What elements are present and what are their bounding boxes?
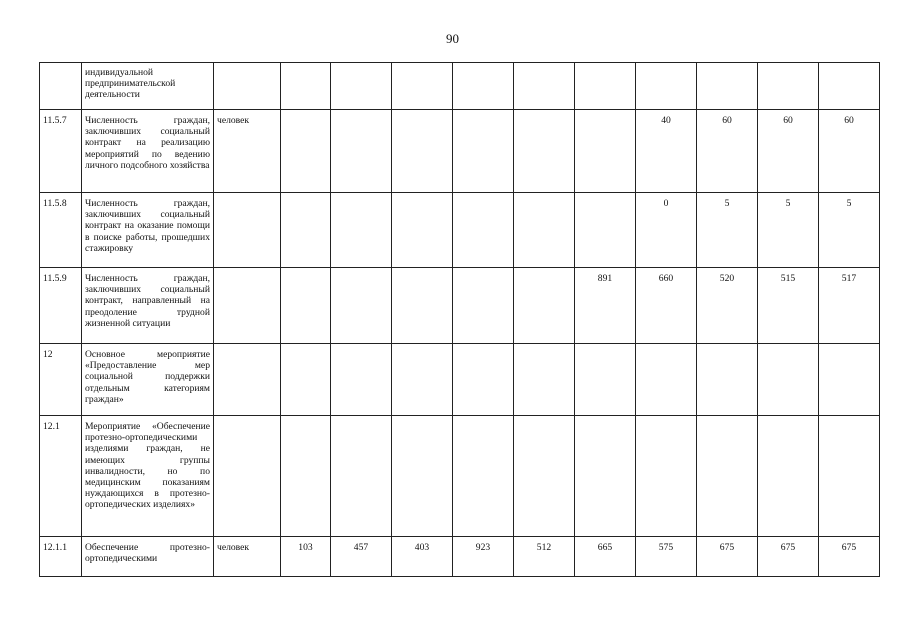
row-value bbox=[575, 193, 636, 268]
row-value: 5 bbox=[697, 193, 758, 268]
row-unit bbox=[214, 268, 281, 344]
row-value bbox=[514, 63, 575, 110]
row-value: 520 bbox=[697, 268, 758, 344]
row-value: 103 bbox=[281, 537, 331, 577]
row-value: 923 bbox=[453, 537, 514, 577]
row-value bbox=[758, 344, 819, 416]
row-value: 675 bbox=[758, 537, 819, 577]
page-number: 90 bbox=[446, 31, 459, 46]
row-value bbox=[819, 63, 880, 110]
table-row bbox=[40, 344, 880, 416]
table-row bbox=[40, 416, 880, 537]
row-value bbox=[819, 344, 880, 416]
row-value bbox=[514, 416, 575, 537]
row-value bbox=[331, 268, 392, 344]
row-value: 457 bbox=[331, 537, 392, 577]
row-value bbox=[575, 63, 636, 110]
row-value bbox=[331, 193, 392, 268]
row-value bbox=[281, 416, 331, 537]
row-value bbox=[281, 268, 331, 344]
row-value bbox=[514, 268, 575, 344]
row-value bbox=[575, 110, 636, 193]
row-value bbox=[392, 344, 453, 416]
row-value bbox=[636, 416, 697, 537]
row-value: 60 bbox=[758, 110, 819, 193]
row-value bbox=[453, 110, 514, 193]
row-name: Обеспечение протезно-ортопедическими bbox=[82, 537, 214, 577]
row-code bbox=[40, 63, 82, 110]
row-unit: человек bbox=[214, 537, 281, 577]
row-code: 12.1.1 bbox=[40, 537, 82, 577]
row-name: индивидуальной предпринимательской деятельности bbox=[82, 63, 214, 110]
row-name: Численность граждан, заключивших социальный контракт на оказание помощи в поиске работы, прошедших стажировку bbox=[82, 193, 214, 268]
row-value bbox=[575, 344, 636, 416]
row-value: 675 bbox=[697, 537, 758, 577]
row-value bbox=[281, 193, 331, 268]
row-name: Основное мероприятие «Предоставление мер социальной поддержки отдельным категориям граждан» bbox=[82, 344, 214, 416]
row-value bbox=[819, 416, 880, 537]
row-value bbox=[392, 416, 453, 537]
row-name: Численность граждан, заключивших социальный контракт на реализацию мероприятий по ведению личного подсобного хозяйства bbox=[82, 110, 214, 193]
row-value: 660 bbox=[636, 268, 697, 344]
row-value bbox=[281, 344, 331, 416]
row-value: 40 bbox=[636, 110, 697, 193]
row-value bbox=[636, 63, 697, 110]
row-code: 12 bbox=[40, 344, 82, 416]
row-name: Численность граждан, заключивших социальный контракт, направленный на преодоление трудной жизненной ситуации bbox=[82, 268, 214, 344]
row-unit: человек bbox=[214, 110, 281, 193]
row-name: Мероприятие «Обеспечение протезно-ортопедическими изделиями граждан, не имеющих группы инвалидности, но по медицинским показаниям нуждающихся в протезно-ортопедических изделиях» bbox=[82, 416, 214, 537]
row-value bbox=[514, 193, 575, 268]
row-value bbox=[392, 193, 453, 268]
table-row bbox=[40, 268, 880, 344]
row-code: 11.5.9 bbox=[40, 268, 82, 344]
row-value bbox=[514, 344, 575, 416]
row-unit bbox=[214, 193, 281, 268]
row-value bbox=[697, 344, 758, 416]
row-value bbox=[331, 416, 392, 537]
row-value bbox=[758, 416, 819, 537]
row-value: 60 bbox=[697, 110, 758, 193]
table-row bbox=[40, 63, 880, 110]
row-value bbox=[514, 110, 575, 193]
row-value bbox=[758, 63, 819, 110]
row-value: 0 bbox=[636, 193, 697, 268]
row-value bbox=[331, 344, 392, 416]
row-value: 403 bbox=[392, 537, 453, 577]
row-code: 12.1 bbox=[40, 416, 82, 537]
row-value: 5 bbox=[819, 193, 880, 268]
row-value bbox=[453, 344, 514, 416]
row-value: 665 bbox=[575, 537, 636, 577]
row-value: 675 bbox=[819, 537, 880, 577]
row-value bbox=[697, 416, 758, 537]
row-unit bbox=[214, 63, 281, 110]
row-value: 515 bbox=[758, 268, 819, 344]
row-unit bbox=[214, 416, 281, 537]
row-value bbox=[331, 63, 392, 110]
row-value: 891 bbox=[575, 268, 636, 344]
row-value bbox=[453, 268, 514, 344]
row-value bbox=[636, 344, 697, 416]
table-row bbox=[40, 110, 880, 193]
row-value bbox=[697, 63, 758, 110]
row-unit bbox=[214, 344, 281, 416]
row-value bbox=[453, 63, 514, 110]
row-code: 11.5.7 bbox=[40, 110, 82, 193]
row-value bbox=[281, 110, 331, 193]
row-value bbox=[392, 110, 453, 193]
row-value bbox=[392, 268, 453, 344]
row-value: 60 bbox=[819, 110, 880, 193]
row-value bbox=[281, 63, 331, 110]
table-row bbox=[40, 537, 880, 577]
row-value: 512 bbox=[514, 537, 575, 577]
table-row bbox=[40, 193, 880, 268]
row-value: 575 bbox=[636, 537, 697, 577]
row-value: 517 bbox=[819, 268, 880, 344]
row-value bbox=[331, 110, 392, 193]
row-value: 5 bbox=[758, 193, 819, 268]
row-value bbox=[392, 63, 453, 110]
row-code: 11.5.8 bbox=[40, 193, 82, 268]
row-value bbox=[453, 193, 514, 268]
row-value bbox=[575, 416, 636, 537]
row-value bbox=[453, 416, 514, 537]
indicator-table bbox=[39, 62, 880, 577]
